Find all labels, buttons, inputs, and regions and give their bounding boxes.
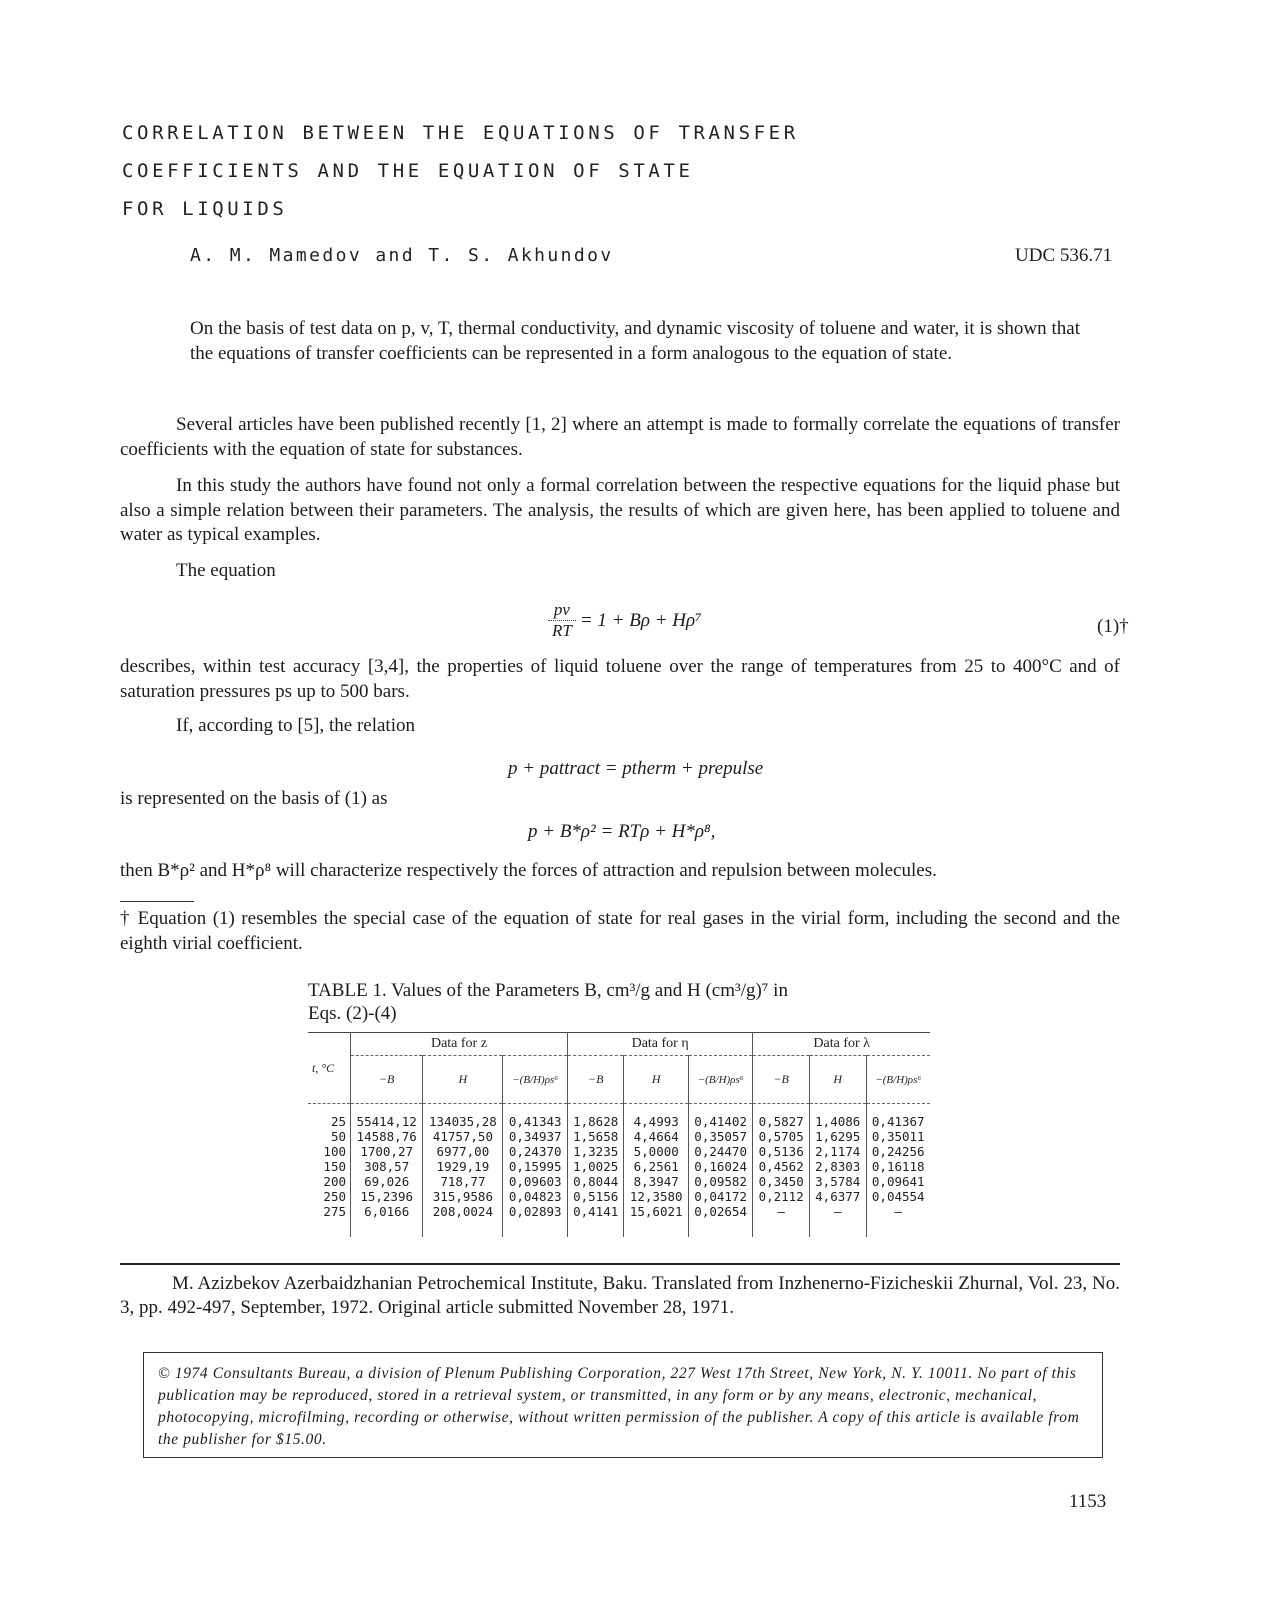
table-cell: 0,3450 <box>753 1174 810 1189</box>
table-cell: 0,34937 <box>503 1129 567 1144</box>
table-cell: 0,5827 <box>753 1104 810 1130</box>
title-line-2: COEFFICIENTS AND THE EQUATION OF STATE <box>122 160 694 182</box>
copyright-box <box>143 1352 1103 1458</box>
table-cell: 14588,76 <box>351 1129 423 1144</box>
table-row <box>308 1204 930 1237</box>
paragraph-3: The equation <box>176 560 276 581</box>
table-cell: 250 <box>323 1189 346 1204</box>
table-cell: 0,35011 <box>866 1129 930 1144</box>
paragraph-5: If, according to [5], the relation <box>176 715 415 736</box>
table-cell: — <box>753 1204 810 1237</box>
table-cell: 15,6021 <box>624 1204 688 1237</box>
table-cell: 3,5784 <box>809 1174 866 1189</box>
table-cell: 0,41367 <box>866 1104 930 1130</box>
table-cell: 0,24370 <box>503 1144 567 1159</box>
footnote-rule <box>120 901 194 902</box>
table-cell: 1,4086 <box>809 1104 866 1130</box>
table-cell: 55414,12 <box>351 1104 423 1130</box>
col-header-z-minus-b: −B <box>351 1056 423 1104</box>
table-cell: 12,3580 <box>624 1189 688 1204</box>
col-header-z-h: H <box>423 1056 503 1104</box>
table-cell: 1929,19 <box>423 1159 503 1174</box>
col-header-eta-minus-b: −B <box>567 1056 624 1104</box>
table-cell: 4,6377 <box>809 1189 866 1204</box>
table-cell: 2,1174 <box>809 1144 866 1159</box>
title-line-3: FOR LIQUIDS <box>122 198 288 220</box>
table-caption-line-2: Eqs. (2)-(4) <box>308 1003 397 1024</box>
table-row <box>308 1174 930 1189</box>
table-row <box>308 1144 930 1159</box>
table-cell: 2,8303 <box>809 1159 866 1174</box>
table-cell: 0,8044 <box>567 1174 624 1189</box>
col-header-t: t, °C <box>312 1060 335 1075</box>
table-cell: 208,0024 <box>423 1204 503 1237</box>
table-cell: 100 <box>323 1144 346 1159</box>
table-cell: 25 <box>330 1114 346 1129</box>
group-header-z: Data for z <box>351 1033 568 1056</box>
table-cell: 150 <box>323 1159 346 1174</box>
table-cell: 41757,50 <box>423 1129 503 1144</box>
table-cell: 0,5705 <box>753 1129 810 1144</box>
table-cell: 718,77 <box>423 1174 503 1189</box>
table-cell: 1,5658 <box>567 1129 624 1144</box>
table-cell: 275 <box>323 1204 346 1219</box>
table-cell: 0,4141 <box>567 1204 624 1237</box>
table-cell: 1,0025 <box>567 1159 624 1174</box>
table-cell: 6977,00 <box>423 1144 503 1159</box>
table-row <box>308 1189 930 1204</box>
table-cell: 0,35057 <box>688 1129 752 1144</box>
paragraph-2: In this study the authors have found not only a formal correlation between the respective equations for the liquid phase but also a simple relation between their parameters. The analysis, the results of which are given here, has been applied to toluene and water as typical examples. <box>120 475 1120 545</box>
eq1-label: (1)† <box>1097 616 1129 637</box>
group-header-lambda: Data for λ <box>753 1033 930 1056</box>
table-caption-line-1: TABLE 1. Values of the Parameters B, cm³/g and H (cm³/g)⁷ in <box>308 980 788 1001</box>
equation-2: p + pattract = ptherm + prepulse <box>508 758 764 779</box>
table-cell: 0,2112 <box>753 1189 810 1204</box>
table-cell: 0,24470 <box>688 1144 752 1159</box>
table-cell: 0,04172 <box>688 1189 752 1204</box>
col-header-eta-ratio: −(B/H)ρs⁶ <box>688 1056 752 1104</box>
paragraph-4: describes, within test accuracy [3,4], the properties of liquid toluene over the range of temperatures from 25 to 400°C and of saturation pressures ps up to 500 bars. <box>120 656 1120 702</box>
table-cell: — <box>809 1204 866 1237</box>
table-cell: 0,04823 <box>503 1189 567 1204</box>
table-cell: 69,026 <box>351 1174 423 1189</box>
title-line-1: CORRELATION BETWEEN THE EQUATIONS OF TRANSFER <box>122 122 799 144</box>
table-cell: 0,16118 <box>866 1159 930 1174</box>
table-cell: 134035,28 <box>423 1104 503 1130</box>
table-cell: 50 <box>330 1129 346 1144</box>
authors: A. M. Mamedov and T. S. Akhundov <box>190 245 614 266</box>
paragraph-1: Several articles have been published recently [1, 2] where an attempt is made to formally correlate the equations of transfer coefficients with the equation of state for substances. <box>120 414 1120 460</box>
table-cell: 1,6295 <box>809 1129 866 1144</box>
table-row <box>308 1104 930 1130</box>
table-cell: 0,41343 <box>503 1104 567 1130</box>
parameters-table <box>308 1032 930 1237</box>
table-cell: 308,57 <box>351 1159 423 1174</box>
table-row <box>308 1159 930 1174</box>
paragraph-7: then B*ρ² and H*ρ⁸ will characterize respectively the forces of attraction and repulsion between molecules. <box>120 860 937 881</box>
copyright-text: © 1974 Consultants Bureau, a division of Plenum Publishing Corporation, 227 West 17th Street, New York, N. Y. 10011. No part of this publication may be reproduced, stored in a retrieval system, or transmitted, in any form or by any means, electronic, mechanical, photocopying, microfilming, recording or otherwise, without written permission of the publisher. A copy of this article is available from the publisher for $15.00. <box>158 1365 1080 1448</box>
table-cell: 0,4562 <box>753 1159 810 1174</box>
table-cell: 0,09582 <box>688 1174 752 1189</box>
table-cell: 0,41402 <box>688 1104 752 1130</box>
table-cell: 0,09603 <box>503 1174 567 1189</box>
eq1-rhs: = 1 + Bρ + Hρ⁷ <box>579 609 702 631</box>
table-cell: 0,5156 <box>567 1189 624 1204</box>
table-cell: 8,3947 <box>624 1174 688 1189</box>
table-cell: 4,4664 <box>624 1129 688 1144</box>
page-number: 1153 <box>1069 1491 1107 1512</box>
col-header-z-ratio: −(B/H)ρs⁶ <box>503 1056 567 1104</box>
table-cell: 1,8628 <box>567 1104 624 1130</box>
col-header-lambda-ratio: −(B/H)ρs⁶ <box>866 1056 930 1104</box>
table-cell: 4,4993 <box>624 1104 688 1130</box>
table-cell: 15,2396 <box>351 1189 423 1204</box>
table-cell: 200 <box>323 1174 346 1189</box>
udc-code: UDC 536.71 <box>1015 245 1113 266</box>
table-cell: 1,3235 <box>567 1144 624 1159</box>
col-header-eta-h: H <box>624 1056 688 1104</box>
footnote: † Equation (1) resembles the special case of the equation of state for real gases in the virial form, including the second and the eighth virial coefficient. <box>120 908 1120 954</box>
table-cell: 0,02654 <box>688 1204 752 1237</box>
table-cell: 0,24256 <box>866 1144 930 1159</box>
table-row <box>308 1129 930 1144</box>
equation-1 <box>548 600 702 641</box>
paragraph-6: is represented on the basis of (1) as <box>120 788 388 809</box>
eq1-numerator: pv <box>548 600 576 621</box>
col-header-lambda-minus-b: −B <box>753 1056 810 1104</box>
table-cell: 0,15995 <box>503 1159 567 1174</box>
table-cell: 0,5136 <box>753 1144 810 1159</box>
eq1-denominator: RT <box>552 621 572 640</box>
affiliation: M. Azizbekov Azerbaidzhanian Petrochemical Institute, Baku. Translated from Inzhenerno-Fizicheskii Zhurnal, Vol. 23, No. 3, pp. 492-497, September, 1972. Original article submitted November 28, 1971. <box>120 1273 1120 1318</box>
equation-3: p + B*ρ² = RTρ + H*ρ⁸, <box>528 821 716 842</box>
affiliation-rule <box>120 1263 1120 1265</box>
table-cell: 0,02893 <box>503 1204 567 1237</box>
table-cell: 0,04554 <box>866 1189 930 1204</box>
table-cell: 0,09641 <box>866 1174 930 1189</box>
table-cell: 5,0000 <box>624 1144 688 1159</box>
table-cell: — <box>866 1204 930 1237</box>
group-header-eta: Data for η <box>567 1033 752 1056</box>
abstract: On the basis of test data on p, v, T, thermal conductivity, and dynamic viscosity of toluene and water, it is shown that the equations of transfer coefficients can be represented in a form analogous to the equation of state. <box>190 318 1080 364</box>
table-cell: 1700,27 <box>351 1144 423 1159</box>
table-cell: 6,2561 <box>624 1159 688 1174</box>
col-header-lambda-h: H <box>809 1056 866 1104</box>
table-cell: 0,16024 <box>688 1159 752 1174</box>
table-cell: 315,9586 <box>423 1189 503 1204</box>
table-cell: 6,0166 <box>351 1204 423 1237</box>
